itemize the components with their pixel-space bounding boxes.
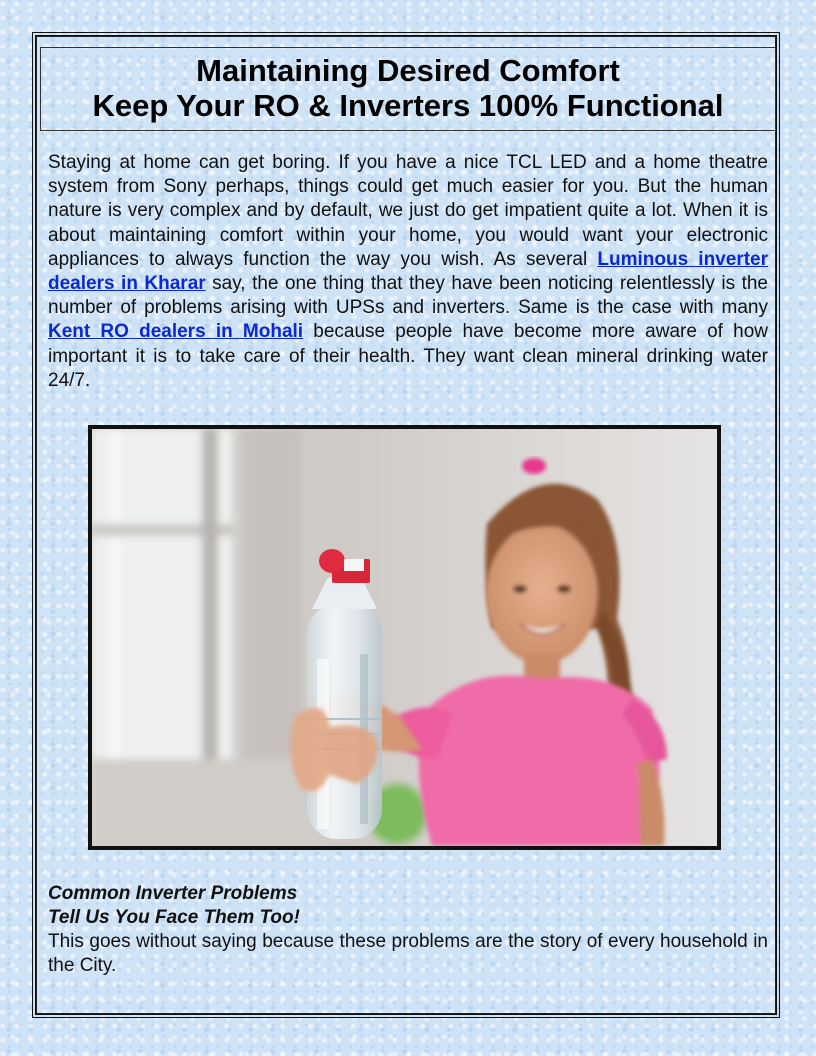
photo-illustration — [92, 429, 717, 846]
title-line-2: Keep Your RO & Inverters 100% Functional — [92, 88, 724, 123]
intro-text-part-1: Staying at home can get boring. If you have a nice TCL LED and a home theatre system from Sony perhaps, things could get much easier for you. But the human nature is very complex and by default, we just do get impatient quite a lot. When it is about maintaining comfort within your home, you would want your electronic appliances to always function the way you wish. As several — [48, 152, 768, 270]
intro-paragraph — [48, 151, 768, 393]
section-heading-1: Common Inverter Problems — [48, 883, 298, 904]
title-box — [40, 47, 776, 131]
intro-text-part-3: because people have become more aware of how important it is to take care of their health. They want clean mineral drinking water 24/7. — [48, 321, 769, 391]
girl-water-bottle-photo — [88, 425, 721, 850]
kent-ro-dealers-link[interactable]: Kent RO dealers in Mohali — [48, 321, 304, 343]
title-line-1: Maintaining Desired Comfort — [196, 53, 620, 88]
intro-text-part-2: say, the one thing that they have been noticing relentlessly is the number of problems arising with UPSs and inverters. Same is the case with many — [48, 273, 768, 319]
section-paragraph: This goes without saying because these problems are the story of every household in the City. — [48, 931, 768, 977]
section-heading-2: Tell Us You Face Them Too! — [48, 907, 300, 928]
luminous-dealers-link[interactable]: Luminous inverter dealers in Kharar — [48, 248, 769, 295]
